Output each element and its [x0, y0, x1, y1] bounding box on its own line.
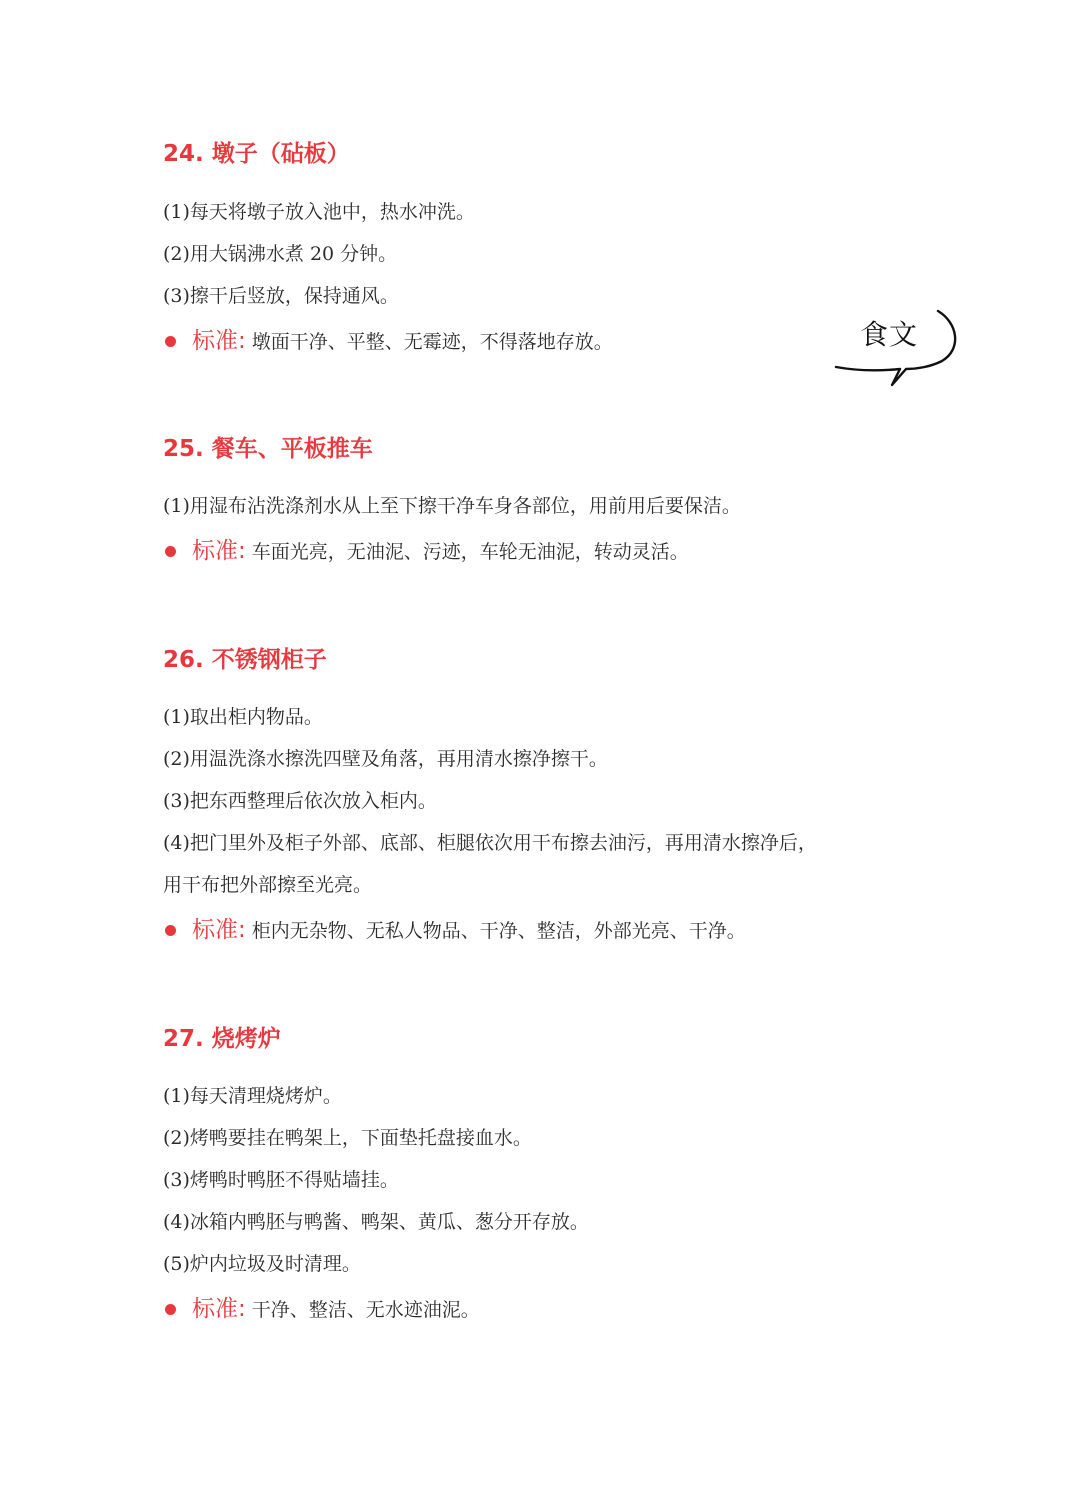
step-item: (4)冰箱内鸭胚与鸭酱、鸭架、黄瓜、葱分开存放。 [163, 1211, 589, 1233]
section-27 [163, 1023, 943, 1333]
bullet-dot-icon [165, 336, 176, 347]
standard-text: 墩面干净、平整、无霉迹，不得落地存放。 [251, 331, 613, 353]
step-item: (2)用温洗涤水擦洗四壁及角落，再用清水擦净擦干。 [163, 748, 608, 770]
standard-line [163, 527, 943, 575]
section-heading: 24. 墩子（砧板） [163, 141, 350, 167]
section-heading: 26. 不锈钢柜子 [163, 647, 327, 673]
step-item: (2)用大锅沸水煮 20 分钟。 [163, 243, 398, 265]
step-item: (1)用湿布沾洗涤剂水从上至下擦干净车身各部位，用前用后要保洁。 [163, 495, 741, 517]
standard-text: 车面光亮，无油泥、污迹，车轮无油泥，转动灵活。 [251, 541, 689, 563]
bullet-dot-icon [165, 1304, 176, 1315]
step-item: (2)烤鸭要挂在鸭架上，下面垫托盘接血水。 [163, 1127, 532, 1149]
step-item: (5)炉内垃圾及时清理。 [163, 1253, 361, 1275]
step-item: (3)把东西整理后依次放入柜内。 [163, 790, 437, 812]
section-heading: 25. 餐车、平板推车 [163, 436, 373, 462]
step-item: (1)取出柜内物品。 [163, 706, 323, 728]
step-item: (4)把门里外及柜子外部、底部、柜腿依次用干布擦去油污，再用清水擦净后， [163, 832, 817, 854]
standard-label: 标准: [192, 917, 246, 943]
standard-text: 干净、整洁、无水迹油泥。 [251, 1299, 480, 1321]
standard-line [163, 1285, 943, 1333]
standard-line [163, 906, 943, 954]
step-item: (1)每天将墩子放入池中，热水冲洗。 [163, 201, 475, 223]
bullet-dot-icon [165, 925, 176, 936]
stamp-text: 食文 [860, 318, 919, 351]
step-item: (1)每天清理烧烤炉。 [163, 1085, 342, 1107]
standard-line [163, 317, 943, 365]
step-item-continuation: 用干布把外部擦至光亮。 [163, 874, 373, 896]
speech-bubble-stamp [830, 305, 965, 395]
section-26 [163, 644, 943, 954]
standard-label: 标准: [192, 328, 246, 354]
standard-text: 柜内无杂物、无私人物品、干净、整洁，外部光亮、干净。 [251, 920, 746, 942]
step-item: (3)烤鸭时鸭胚不得贴墙挂。 [163, 1169, 399, 1191]
section-25 [163, 433, 943, 575]
section-heading: 27. 烧烤炉 [163, 1026, 281, 1052]
step-item: (3)擦干后竖放，保持通风。 [163, 285, 399, 307]
standard-label: 标准: [192, 1296, 246, 1322]
bullet-dot-icon [165, 546, 176, 557]
standard-label: 标准: [192, 538, 246, 564]
section-24 [163, 138, 943, 365]
